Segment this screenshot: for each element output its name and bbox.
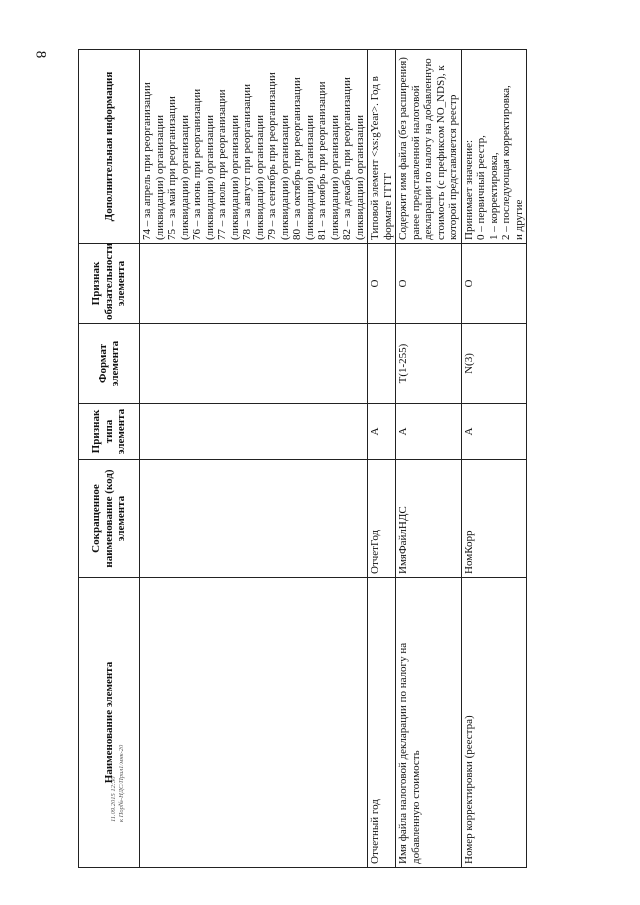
cell-format <box>140 324 368 404</box>
header-code: Сокращенное наименование (код) элемента <box>79 460 140 578</box>
cell-code: ИмяФайлНДС <box>396 460 462 578</box>
cell-type: А <box>396 404 462 460</box>
reorg-code-78: 78 – за август при реорганизации (ликвидации) организации <box>241 84 266 240</box>
cell-name <box>140 578 368 868</box>
cell-info: Типовой элемент <xs:gYear>. Год в формате ГГГГ <box>368 50 396 244</box>
table-row <box>461 50 527 868</box>
header-info: Дополнительная информация <box>79 50 140 244</box>
header-required: Признак обязательности элемента <box>79 244 140 324</box>
header-format: Формат элемента <box>79 324 140 404</box>
cell-name: Отчетный год <box>368 578 396 868</box>
rotated-table-wrapper <box>78 50 525 868</box>
reorg-code-74: 74 – за апрель при реорганизации (ликвидации) организации <box>141 82 166 240</box>
reorg-code-79: 79 – за сентябрь при реорганизации (ликвидации) организации <box>266 72 291 240</box>
table-row <box>396 50 462 868</box>
cell-required <box>140 244 368 324</box>
reorg-code-81: 81 – за ноябрь при реорганизации (ликвидации) организации <box>316 81 341 240</box>
cell-name: Имя файла налоговой декларации по налогу на добавленную стоимость <box>396 578 462 868</box>
cell-type <box>140 404 368 460</box>
info-line: 1 – корректировка, <box>487 152 500 240</box>
reorg-code-75: 75 – за май при реорганизации (ликвидации) организации <box>166 96 191 240</box>
cell-info <box>461 50 527 244</box>
cell-required: О <box>396 244 462 324</box>
cell-type: А <box>368 404 396 460</box>
cell-code: ОтчетГод <box>368 460 396 578</box>
cell-format <box>368 324 396 404</box>
info-line: и другие <box>512 199 525 240</box>
cell-format: N(3) <box>461 324 527 404</box>
reorg-code-80: 80 – за октябрь при реорганизации (ликвидации) организации <box>291 77 316 240</box>
cell-name: Номер корректировки (реестра) <box>461 578 527 868</box>
cell-code: НомКорр <box>461 460 527 578</box>
header-type: Признак типа элемента <box>79 404 140 460</box>
footer-line-1: 11.09.2015 12:30 <box>110 776 117 822</box>
reorg-code-82: 82 – за декабрь при реорганизации (ликвидации) организации <box>341 77 366 240</box>
cell-required: О <box>461 244 527 324</box>
header-name: Наименование элемента <box>79 578 140 868</box>
footer-line-2: к Пор№-НДС/Прил1/мнк-20 <box>118 744 125 822</box>
cell-required: О <box>368 244 396 324</box>
table-row <box>368 50 396 868</box>
cell-info <box>140 50 368 244</box>
info-line: Принимает значение: <box>462 139 475 240</box>
cell-type: А <box>461 404 527 460</box>
elements-table <box>78 49 527 868</box>
cell-format: T(1-255) <box>396 324 462 404</box>
reorg-code-77: 77 – за июль при реорганизации (ликвидации) организации <box>216 89 241 240</box>
info-line: 2 – последующая корректировка, <box>500 85 512 240</box>
reorg-code-76: 76 – за июнь при реорганизации (ликвидации) организации <box>191 88 216 240</box>
page-number: 8 <box>32 50 49 59</box>
info-line: 0 – первичный реестр, <box>475 135 487 240</box>
table-header-row <box>79 50 140 868</box>
cell-code <box>140 460 368 578</box>
table-row <box>140 50 368 868</box>
cell-info: Содержит имя файла (без расширения) ранее представленной налоговой декларации по налогу на добавленную стоимость (с префиксом NO_NDS), к которой представляется реестр <box>396 50 462 244</box>
